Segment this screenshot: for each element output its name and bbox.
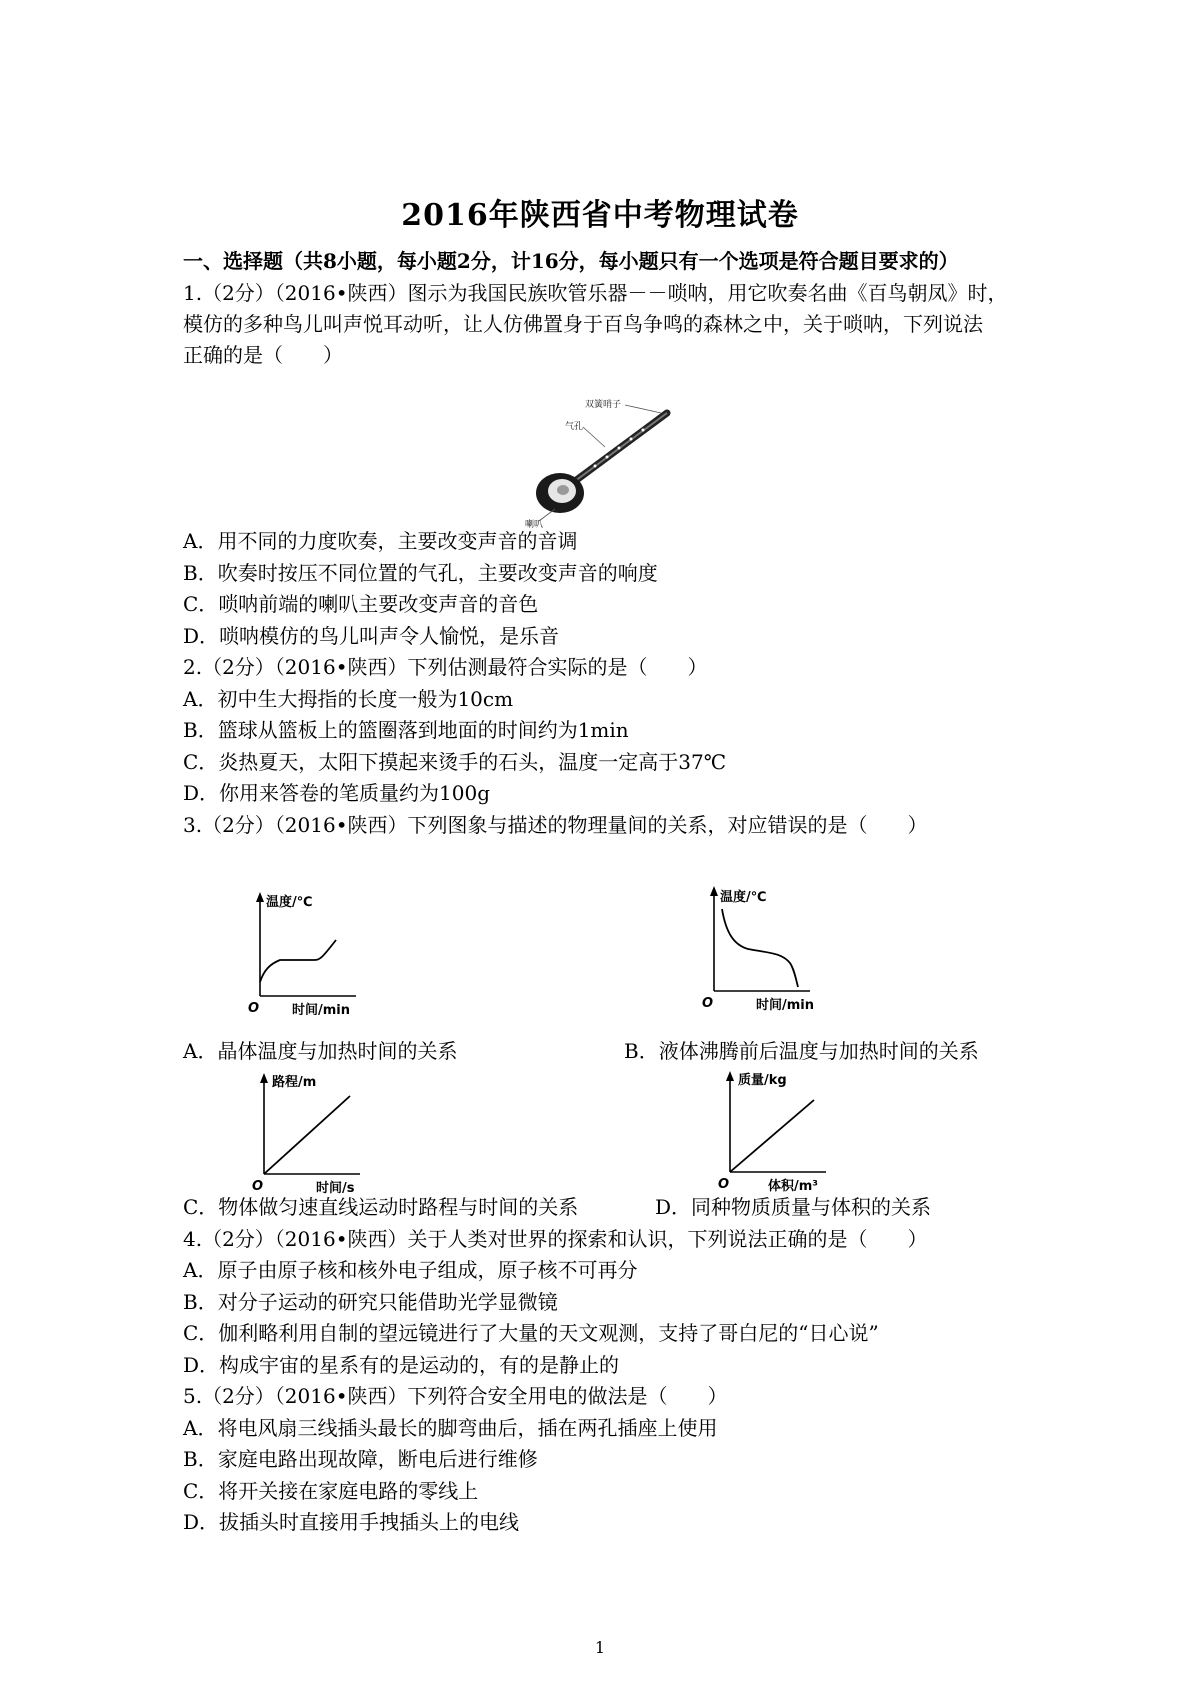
q2-option-c: C．炎热夏天，太阳下摸起来烫手的石头，温度一定高于37℃ [183,750,727,774]
suona-label-reed: 双簧哨子 [585,400,622,410]
graph-b-ylabel: 温度/℃ [720,890,767,905]
graph-a-ylabel: 温度/℃ [266,895,313,910]
graph-d-xlabel: 体积/m³ [768,1179,818,1193]
q2-option-d: D．你用来答卷的笔质量约为100g [183,781,491,805]
graph-b-xlabel: 时间/min [756,998,815,1013]
q2-stem: 2.（2分）（2016•陕西）下列估测最符合实际的是（ ） [183,655,708,679]
q4-option-b: B．对分子运动的研究只能借助光学显微镜 [183,1290,558,1314]
page-number: 1 [594,1638,606,1657]
q1-option-d: D．唢呐模仿的鸟儿叫声令人愉悦，是乐音 [183,624,560,648]
suona-label-horn: 喇叭 [525,520,544,529]
q2-option-a: A．初中生大拇指的长度一般为10cm [183,687,514,711]
page-title: 2016年陕西省中考物理试卷 [401,198,799,233]
q3-stem: 3.（2分）（2016•陕西）下列图象与描述的物理量间的关系，对应错误的是（ ） [183,813,928,837]
q1-stem-line-1: 1.（2分）（2016•陕西）图示为我国民族吹管乐器－－唢呐，用它吹奏名曲《百鸟朝凤》时， [183,281,1008,305]
q1-stem-line-3: 正确的是（ ） [183,343,343,367]
graph-c [250,1070,390,1199]
graph-d-ylabel: 质量/kg [738,1073,787,1088]
graph-a-curve [260,940,336,982]
q1-stem-line-2: 模仿的多种鸟儿叫声悦耳动听，让人仿佛置身于百鸟争鸣的森林之中，关于唢呐，下列说法 [183,312,983,336]
graph-d-origin: O [718,1177,730,1192]
q5-option-a: A．将电风扇三线插头最长的脚弯曲后，插在两孔插座上使用 [183,1416,718,1440]
q1-option-a: A．用不同的力度吹奏，主要改变声音的音调 [183,529,578,553]
graph-c-xlabel: 时间/s [316,1181,355,1195]
q2-option-b: B．篮球从篮板上的篮圈落到地面的时间约为1min [183,718,629,742]
graph-c-ylabel: 路程/m [272,1075,317,1090]
graph-c-line [264,1096,350,1174]
graph-a [246,890,386,1019]
q4-stem: 4.（2分）（2016•陕西）关于人类对世界的探索和认识，下列说法正确的是（ ） [183,1227,928,1251]
q3-caption-d: D．同种物质质量与体积的关系 [655,1195,932,1219]
q1-option-c: C．唢呐前端的喇叭主要改变声音的音色 [183,592,539,616]
q3-caption-a: A．晶体温度与加热时间的关系 [183,1039,458,1063]
q3-caption-c: C．物体做匀速直线运动时路程与时间的关系 [183,1195,579,1219]
suona-label-hole: 气孔 [565,422,584,432]
q5-option-b: B．家庭电路出现故障，断电后进行维修 [183,1447,538,1471]
q4-option-d: D．构成宇宙的星系有的是运动的，有的是静止的 [183,1353,620,1377]
q5-option-d: D．拔插头时直接用手拽插头上的电线 [183,1510,520,1534]
q4-option-a: A．原子由原子核和核外电子组成，原子核不可再分 [183,1258,638,1282]
q5-option-c: C．将开关接在家庭电路的零线上 [183,1479,479,1503]
graph-b-curve [722,909,798,987]
q1-option-b: B．吹奏时按压不同位置的气孔，主要改变声音的响度 [183,561,658,585]
q4-option-c: C．伽利略利用自制的望远镜进行了大量的天文观测，支持了哥白尼的“日心说” [183,1321,879,1345]
graph-a-origin: O [248,1001,260,1015]
q3-caption-b: B．液体沸腾前后温度与加热时间的关系 [624,1039,979,1063]
graph-d [716,1068,856,1197]
graph-b-origin: O [702,996,714,1011]
graph-b [700,883,840,1017]
graph-d-line [730,1100,814,1172]
q5-stem: 5.（2分）（2016•陕西）下列符合安全用电的做法是（ ） [183,1384,728,1408]
suona-figure [525,397,685,533]
section-heading: 一、选择题（共8小题，每小题2分，计16分，每小题只有一个选项是符合题目要求的） [183,249,959,273]
graph-c-origin: O [252,1179,264,1194]
graph-a-xlabel: 时间/min [292,1003,351,1015]
